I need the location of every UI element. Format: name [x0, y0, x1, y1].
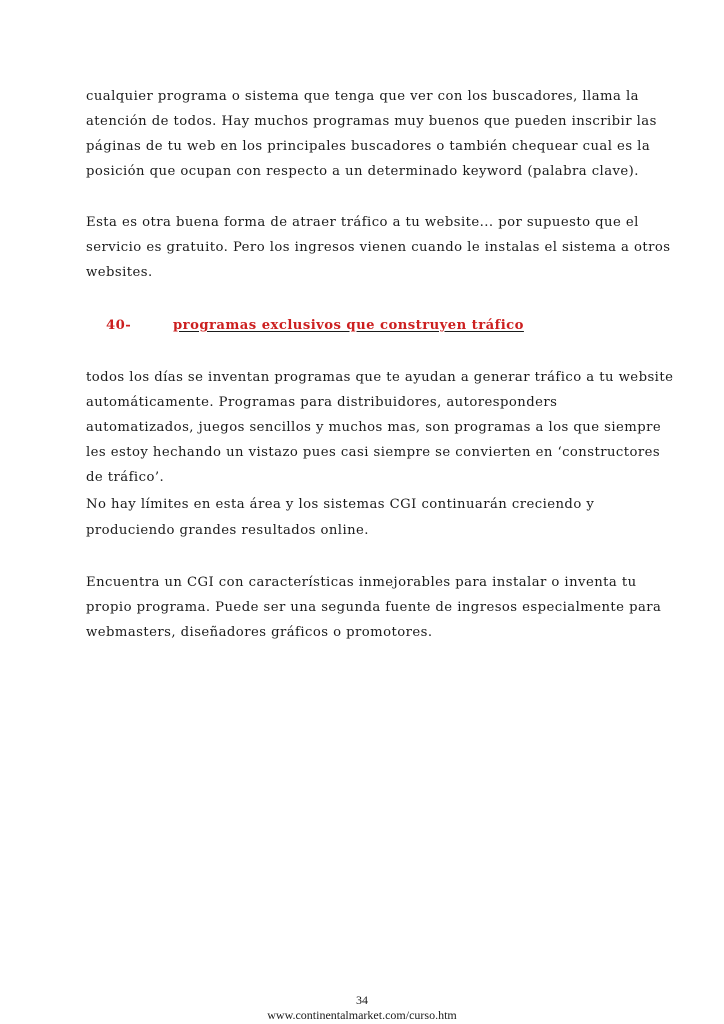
paragraph-line: webmasters, diseñadores gráficos o promotores. [86, 625, 433, 640]
paragraph-line: cualquier programa o sistema que tenga que ver con los buscadores, llama la [86, 89, 639, 104]
paragraph-line: todos los días se inventan programas que te ayudan a generar tráfico a tu website [86, 370, 674, 385]
paragraph-line: páginas de tu web en los principales buscadores o también chequear cual es la [86, 139, 651, 154]
paragraph-line: les estoy hechando un vistazo pues casi siempre se convierten en ‘constructores [86, 445, 661, 460]
paragraph-line: No hay límites en esta área y los sistemas CGI continuarán creciendo y [86, 497, 595, 512]
paragraph-line: de tráfico’. [86, 470, 165, 485]
paragraph-line: posición que ocupan con respecto a un determinado keyword (palabra clave). [86, 164, 639, 179]
paragraph-line: servicio es gratuito. Pero los ingresos vienen cuando le instalas el sistema a otros [86, 240, 671, 255]
paragraph-line: Encuentra un CGI con características inmejorables para instalar o inventa tu [86, 575, 637, 590]
section-number: 40- [106, 318, 132, 333]
page-number: 34 [356, 993, 368, 1007]
paragraph-line: Esta es otra buena forma de atraer tráfico a tu website... por supuesto que el [86, 215, 639, 230]
paragraph-line: atención de todos. Hay muchos programas muy buenos que pueden inscribir las [86, 114, 657, 129]
paragraph-line: automáticamente. Programas para distribuidores, autoresponders [86, 395, 558, 410]
section-title: programas exclusivos que construyen tráfico [173, 318, 524, 333]
paragraph-line: automatizados, juegos sencillos y muchos mas, son programas a los que siempre [86, 420, 662, 435]
paragraph-line: websites. [86, 265, 153, 280]
paragraph-line: produciendo grandes resultados online. [86, 523, 369, 538]
footer-url: www.continentalmarket.com/curso.htm [267, 1008, 457, 1022]
paragraph-line: propio programa. Puede ser una segunda fuente de ingresos especialmente para [86, 600, 662, 615]
